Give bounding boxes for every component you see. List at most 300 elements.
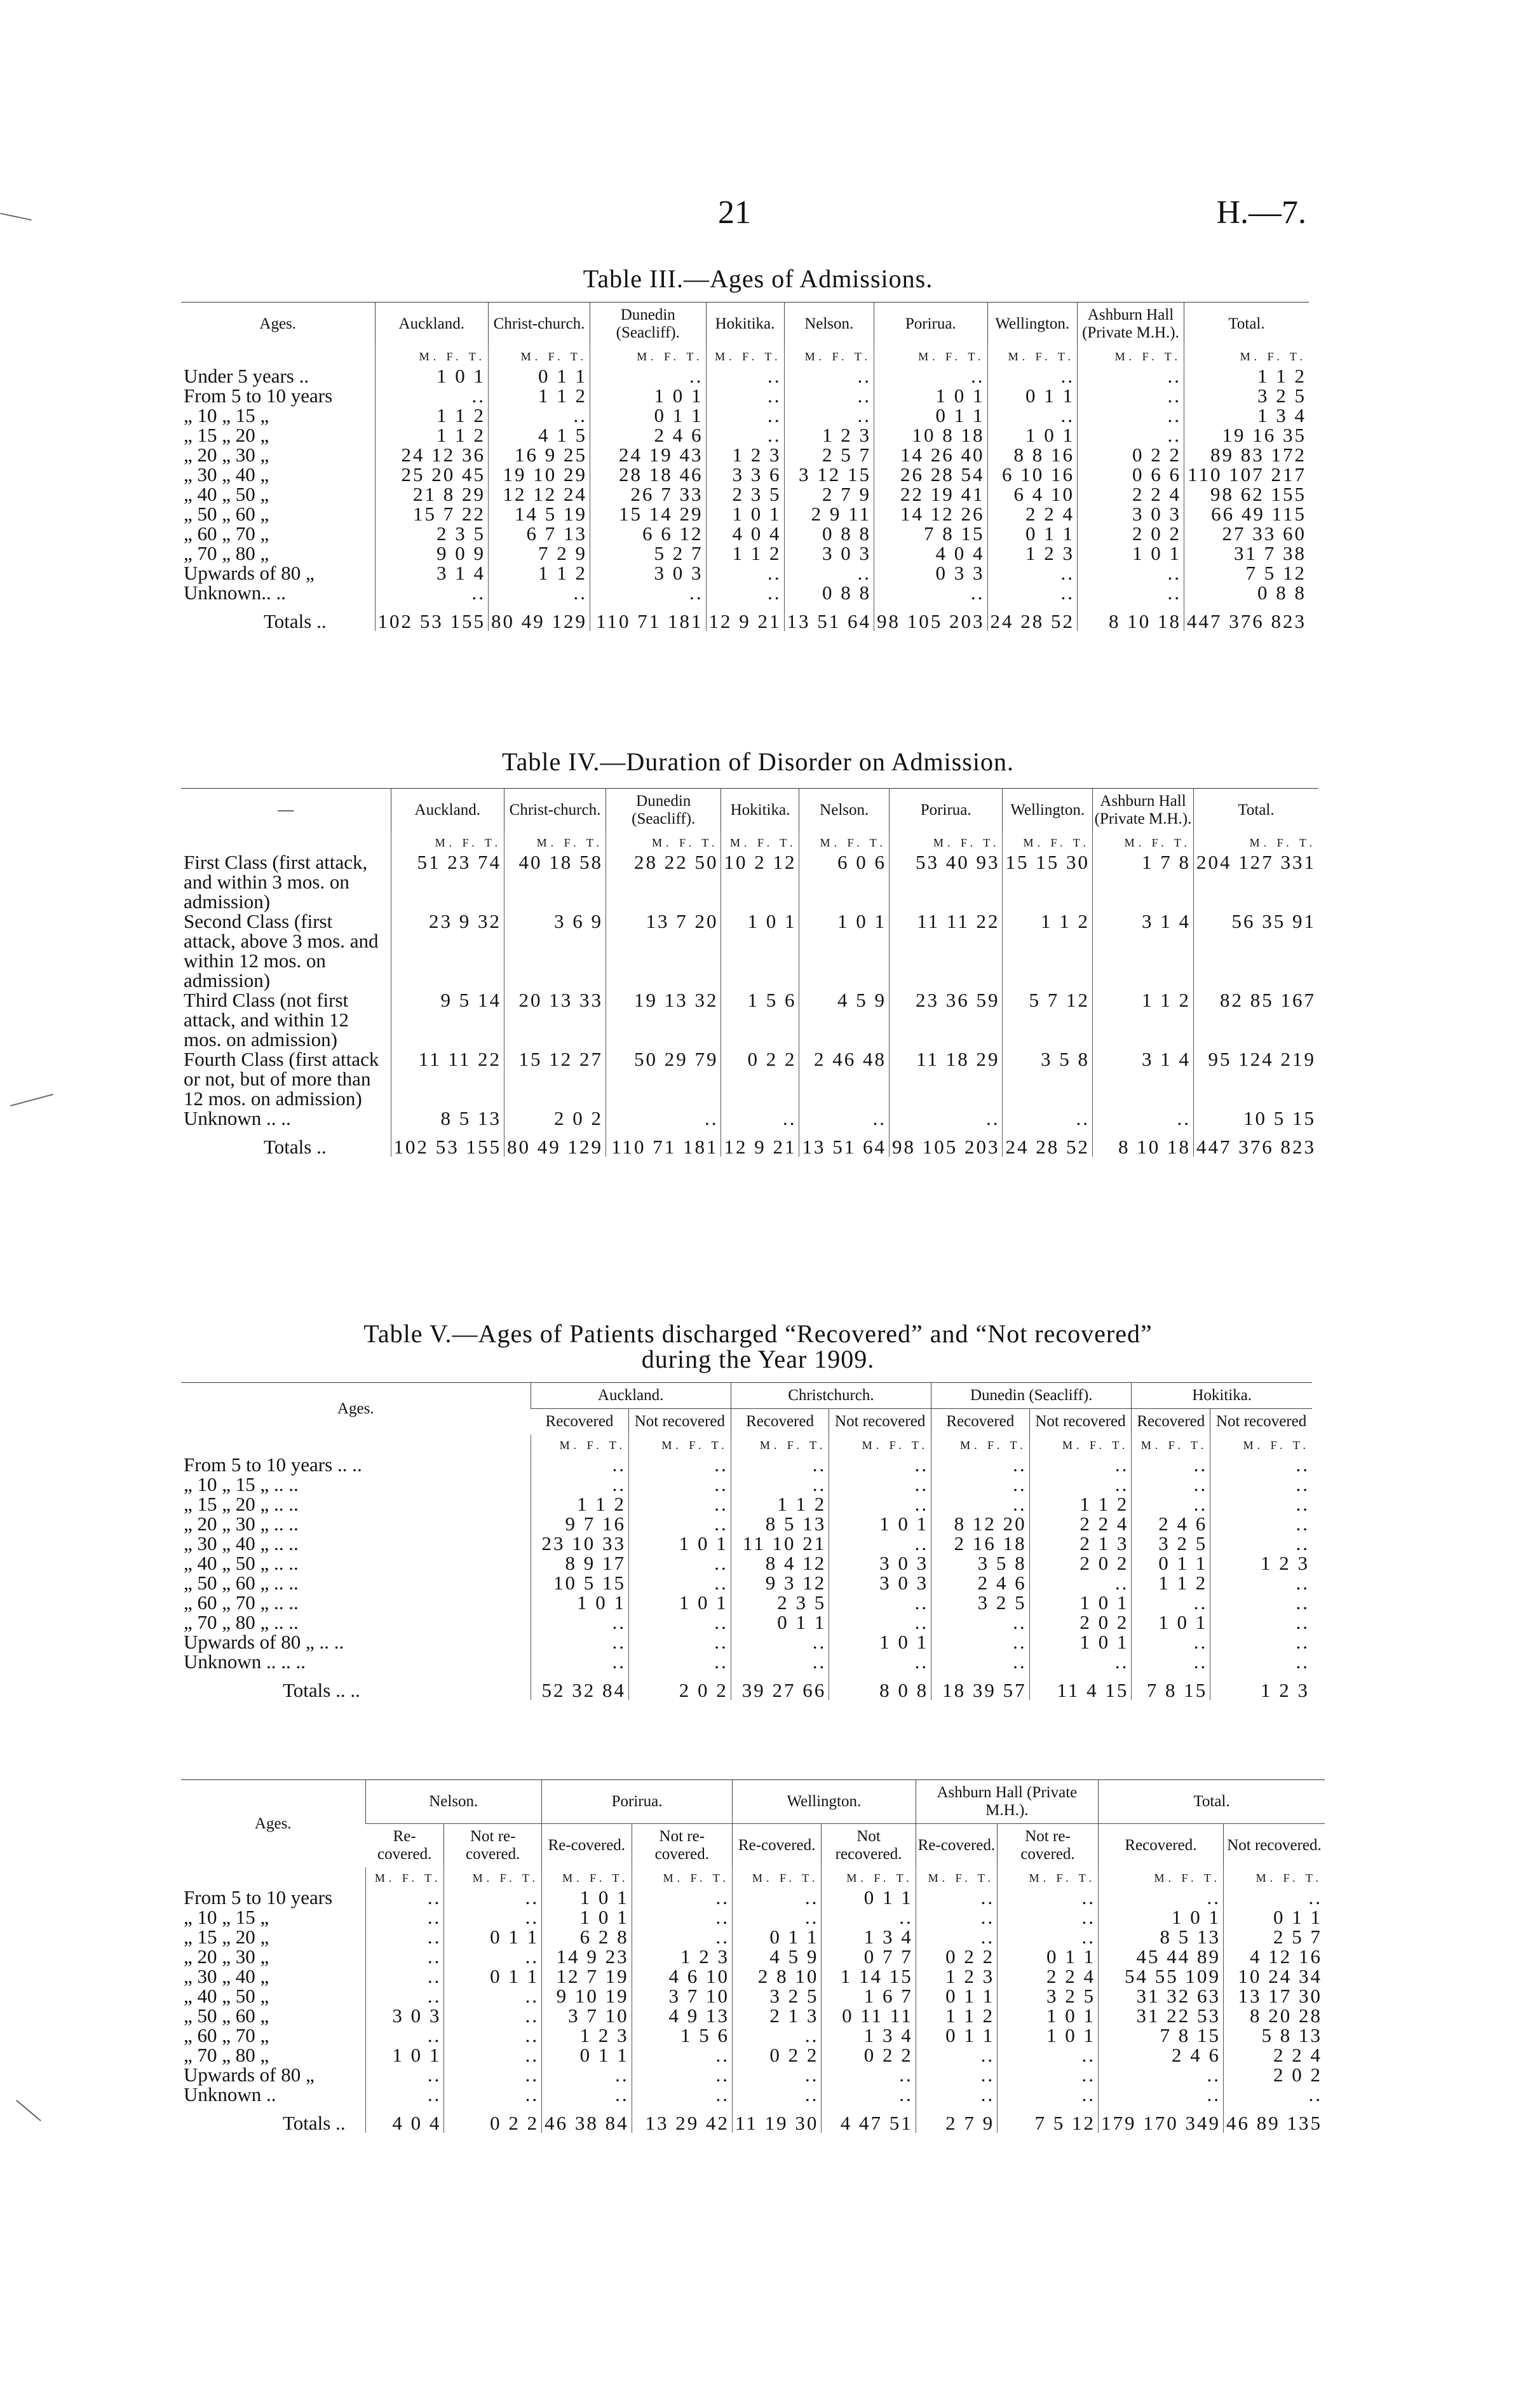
cell: .. [998,2045,1099,2065]
sub-column-header: Recovered [545,1413,614,1430]
cell: .. [365,1927,444,1947]
cell: .. [1132,1632,1210,1652]
cell: 28 18 46 [590,465,707,484]
cell: 1 0 1 [998,2006,1099,2025]
cell: .. [916,1927,997,1947]
sub-header-mft: M. F. T. [733,1867,822,1888]
table-row [181,1474,1312,1494]
cell: .. [632,1927,732,1947]
cell: 1 0 1 [829,1632,931,1652]
table-row [181,1652,1312,1671]
cell: 40 18 58 [504,852,606,911]
cell: 10 8 18 [874,425,988,445]
table-row [181,1947,1325,1966]
sub-header-mft: M. F. T. [365,1867,444,1888]
cell: 9 3 12 [731,1573,829,1593]
column-header-stub: Ages. [337,1399,374,1417]
cell: .. [822,2085,916,2104]
cell: 11 18 29 [889,1049,1003,1108]
cell: 22 19 41 [874,484,988,504]
cell: 15 12 27 [504,1049,606,1108]
cell: 1 0 1 [987,425,1078,445]
cell: 9 7 16 [531,1514,628,1534]
cell: 5 2 7 [590,543,707,563]
cell: 2 8 10 [733,1966,822,1986]
cell: .. [628,1573,731,1593]
table5-subtitle: during the Year 1909. [641,1345,875,1373]
cell: .. [1210,1534,1312,1553]
cell: 28 22 50 [606,852,721,911]
cell: 0 2 2 [1078,445,1184,465]
cell: .. [365,1888,444,1907]
cell: .. [1132,1474,1210,1494]
row-label: Second Class (first attack, above 3 mos. and within 12 mos. on admission) [184,910,379,991]
cell: 1 14 15 [822,1966,916,1986]
table4-title: Table IV.—Duration of Disorder on Admission. [502,747,1014,776]
cell: 2 0 2 [1078,524,1184,543]
sub-header-blank [181,1867,365,1888]
sub-header-mft: M. F. T. [874,346,988,366]
row-label: „ 70 „ 80 „ [184,542,269,564]
cell: .. [784,386,874,405]
cell: .. [721,1108,799,1128]
cell: 1 1 2 [1029,1494,1132,1514]
cell: 0 11 11 [822,2006,916,2025]
group-header: Dunedin (Seacliff). [931,1383,1132,1409]
cell: 0 1 1 [998,1947,1099,1966]
cell: .. [489,583,590,602]
table-row [181,445,1309,465]
cell: .. [632,2065,732,2085]
cell: 3 0 3 [590,563,707,583]
cell: 23 10 33 [531,1534,628,1553]
column-header: Porirua. [889,789,1003,833]
table-row [181,405,1309,425]
cell: 1 5 6 [721,990,799,1049]
cell: 14 12 26 [874,504,988,524]
cell: 0 6 6 [1078,465,1184,484]
cell: .. [489,405,590,425]
cell: .. [531,1612,628,1632]
table-row [181,465,1309,484]
cell: .. [1210,1652,1312,1671]
table-row [181,1986,1325,2006]
cell: .. [444,2085,542,2104]
cell: 4 0 4 [874,543,988,563]
cell: 1 1 2 [375,425,489,445]
cell: 54 55 109 [1098,1966,1223,1986]
cell: 6 0 6 [799,852,890,911]
cell: .. [784,563,874,583]
cell: .. [1078,425,1184,445]
row-label: „ 30 „ 40 „ .. .. [184,1532,299,1554]
cell: .. [606,1108,721,1128]
cell: 12 7 19 [542,1966,632,1986]
cell: .. [365,1966,444,1986]
cell: .. [628,1612,731,1632]
cell: .. [706,386,784,405]
cell: .. [733,2065,822,2085]
total-cell: 80 49 129 [489,602,590,631]
cell: 4 0 4 [706,524,784,543]
cell: 3 0 3 [829,1553,931,1573]
cell: .. [916,1907,997,1927]
row-label: „ 50 „ 60 „ [184,2004,269,2027]
total-cell: 80 49 129 [504,1128,606,1157]
cell: 3 5 8 [1003,1049,1093,1108]
cell: 14 9 23 [542,1947,632,1966]
group-header: Christchurch. [731,1383,931,1409]
total-cell: 11 4 15 [1029,1671,1132,1700]
cell: .. [1210,1593,1312,1612]
cell: 0 1 1 [590,405,707,425]
cell: 1 1 2 [489,563,590,583]
cell: 82 85 167 [1193,990,1318,1049]
cell: 31 7 38 [1184,543,1309,563]
column-header: Dunedin (Seacliff). [590,303,707,346]
cell: 15 7 22 [375,504,489,524]
cell: 5 8 13 [1223,2025,1325,2045]
table-row [181,583,1309,602]
column-header: Hokitika. [721,789,799,833]
cell: 8 9 17 [531,1553,628,1573]
cell: 3 1 4 [1092,911,1193,990]
cell: .. [829,1534,931,1553]
total-cell: 46 89 135 [1223,2104,1325,2133]
table-row [181,1927,1325,1947]
cell: 1 1 2 [1132,1573,1210,1593]
cell: 15 15 30 [1003,852,1093,911]
cell: .. [733,1907,822,1927]
table-row [181,1593,1312,1612]
table-row [181,1494,1312,1514]
cell: 3 7 10 [632,1986,732,2006]
total-cell: 0 2 2 [444,2104,542,2133]
row-label: „ 20 „ 30 „ [184,444,269,466]
sub-column-header: Not recovered. [822,1824,916,1868]
total-cell: 7 5 12 [998,2104,1099,2133]
cell: .. [987,366,1078,386]
table-row [181,1108,1318,1128]
cell: .. [874,366,988,386]
row-label: „ 10 „ 15 „ .. .. [184,1473,299,1495]
row-label: Third Class (not first attack, and within 12 mos. on admission) [184,989,349,1051]
table-row [181,2006,1325,2025]
cell: 2 4 6 [1132,1514,1210,1534]
cell: 7 2 9 [489,543,590,563]
cell: .. [706,405,784,425]
cell: .. [799,1108,890,1128]
cell: 1 0 1 [874,386,988,405]
cell: .. [987,563,1078,583]
cell: .. [1098,2065,1223,2085]
cell: 0 1 1 [916,1986,997,2006]
table-row [181,1888,1325,1907]
total-cell: 110 71 181 [606,1128,721,1157]
sub-column-header: Recovered. [1098,1824,1223,1868]
sub-header-mft: M. F. T. [391,832,504,852]
sub-column-header: Not recovered [829,1409,931,1435]
total-cell: 110 71 181 [590,602,707,631]
group-header: Auckland. [531,1383,731,1409]
table3-title: Table III.—Ages of Admissions. [583,264,933,293]
cell: 1 3 4 [1184,405,1309,425]
cell: 1 0 1 [542,1907,632,1927]
cell: .. [628,1553,731,1573]
table5-title: Table V.—Ages of Patients discharged “Recovered” and “Not recovered” [363,1319,1153,1348]
total-cell: 98 105 203 [889,1128,1003,1157]
cell: 45 44 89 [1098,1947,1223,1966]
totals-label: Totals .. [264,1136,327,1158]
totals-label: Totals .. .. [283,1679,360,1701]
cell: .. [1132,1593,1210,1612]
row-label: Upwards of 80 „ [184,2064,315,2086]
total-cell: 12 9 21 [721,1128,799,1157]
cell: .. [444,2006,542,2025]
cell: 0 2 2 [916,1947,997,1966]
total-cell: 39 27 66 [731,1671,829,1700]
page-number: 21 [718,194,751,231]
group-header: Total. [1098,1780,1325,1824]
sub-header-mft: M. F. T. [731,1434,829,1455]
row-label: „ 10 „ 15 „ [184,404,269,426]
cell: 14 5 19 [489,504,590,524]
row-label: „ 70 „ 80 „ .. .. [184,1611,299,1633]
cell: .. [590,583,707,602]
cell: .. [628,1455,731,1474]
sub-column-header: Not recovered. [1223,1824,1325,1868]
total-cell: 98 105 203 [874,602,988,631]
cell: .. [1210,1573,1312,1593]
cell: .. [889,1108,1003,1128]
cell: 2 3 5 [731,1593,829,1612]
sub-header-mft: M. F. T. [931,1434,1029,1455]
table-row [181,1455,1312,1474]
cell: .. [1029,1474,1132,1494]
cell: 56 35 91 [1193,911,1318,990]
cell: .. [365,1947,444,1966]
cell: 0 1 1 [444,1927,542,1947]
column-header: Dunedin (Seacliff). [606,789,721,833]
document-reference: H.—7. [1216,194,1306,231]
cell: 2 7 9 [784,484,874,504]
cell: .. [733,2025,822,2045]
row-label: „ 10 „ 15 „ [184,1906,269,1928]
cell: 24 12 36 [375,445,489,465]
cell: .. [628,1652,731,1671]
total-cell: 8 0 8 [829,1671,931,1700]
cell: .. [731,1632,829,1652]
cell: 1 1 2 [731,1494,829,1514]
table-row [181,2065,1325,2085]
table-row [181,1966,1325,1986]
cell: .. [1098,1888,1223,1907]
cell: 1 0 1 [1029,1593,1132,1612]
column-header: Ashburn Hall (Private M.H.). [1092,789,1193,833]
cell: 51 23 74 [391,852,504,911]
cell: .. [531,1474,628,1494]
cell: 1 5 6 [632,2025,732,2045]
sub-header-mft: M. F. T. [628,1434,731,1455]
cell: .. [1210,1494,1312,1514]
row-label: Unknown.. .. [184,582,287,604]
cell: 10 5 15 [1193,1108,1318,1128]
sub-header-mft: M. F. T. [1098,1867,1223,1888]
cell: 20 13 33 [504,990,606,1049]
table-row [181,1612,1312,1632]
cell: 3 7 10 [542,2006,632,2025]
cell: .. [531,1455,628,1474]
cell: .. [916,2085,997,2104]
cell: 1 1 2 [375,405,489,425]
total-cell: 13 51 64 [784,602,874,631]
table-row [181,990,1318,1049]
table-row [181,425,1309,445]
row-label: „ 70 „ 80 „ [184,2044,269,2066]
cell: 1 2 3 [706,445,784,465]
sub-header-mft: M. F. T. [1193,832,1318,852]
column-header: Total. [1184,303,1309,346]
cell: .. [931,1494,1029,1514]
cell: 1 1 2 [1092,990,1193,1049]
row-label: „ 20 „ 30 „ [184,1945,269,1968]
cell: 25 20 45 [375,465,489,484]
table-row [181,1514,1312,1534]
row-label: From 5 to 10 years [184,384,333,407]
total-cell: 4 47 51 [822,2104,916,2133]
cell: 8 4 12 [731,1553,829,1573]
cell: .. [822,2065,916,2085]
cell: 3 6 9 [504,911,606,990]
cell: 15 14 29 [590,504,707,524]
cell: .. [1210,1632,1312,1652]
cell: 1 2 3 [916,1966,997,1986]
total-cell: 1 2 3 [1210,1671,1312,1700]
cell: 0 1 1 [1132,1553,1210,1573]
cell: 0 7 7 [822,1947,916,1966]
cell: 2 2 4 [1029,1514,1132,1534]
cell: 3 2 5 [1184,386,1309,405]
cell: 1 0 1 [375,366,489,386]
total-cell: 13 29 42 [632,2104,732,2133]
total-cell: 447 376 823 [1184,602,1309,631]
cell: 4 6 10 [632,1966,732,1986]
cell: .. [998,1927,1099,1947]
cell: 3 5 8 [931,1553,1029,1573]
cell: .. [829,1593,931,1612]
cell: .. [733,1888,822,1907]
cell: .. [365,2065,444,2085]
sub-column-header: Not re-covered. [632,1824,732,1868]
cell: 2 2 4 [1078,484,1184,504]
column-header-stub: Ages. [259,315,297,332]
table4 [181,788,1318,1157]
cell: .. [1223,1888,1325,1907]
cell: 9 5 14 [391,990,504,1049]
cell: 1 3 4 [822,2025,916,2045]
cell: 1 0 1 [799,911,890,990]
cell: 1 0 1 [721,911,799,990]
cell: 31 22 53 [1098,2006,1223,2025]
row-label: Upwards of 80 „ [184,562,315,584]
cell: 3 1 4 [1092,1049,1193,1108]
cell: .. [829,1455,931,1474]
cell: .. [375,386,489,405]
cell: 16 9 25 [489,445,590,465]
cell: .. [733,2085,822,2104]
total-cell: 46 38 84 [542,2104,632,2133]
group-header: Wellington. [733,1780,916,1824]
cell: 1 0 1 [1098,1907,1223,1927]
row-label: „ 15 „ 20 „ [184,424,269,446]
table-row [181,524,1309,543]
cell: .. [1132,1455,1210,1474]
sub-header-mft: M. F. T. [1092,832,1193,852]
sub-header-blank [181,1434,531,1455]
margin-mark [16,2100,41,2121]
cell: .. [444,2065,542,2085]
cell: .. [1210,1612,1312,1632]
row-label: „ 50 „ 60 „ .. .. [184,1572,299,1594]
cell: 2 5 7 [1223,1927,1325,1947]
cell: .. [706,366,784,386]
total-cell: 24 28 52 [987,602,1078,631]
cell: .. [628,1494,731,1514]
cell: 1 2 3 [1210,1553,1312,1573]
row-label: „ 60 „ 70 „ [184,2024,269,2046]
sub-header-blank [181,346,375,366]
cell: 3 0 3 [829,1573,931,1593]
cell: 2 3 5 [375,524,489,543]
cell: .. [1029,1455,1132,1474]
table-row [181,1907,1325,1927]
cell: 10 24 34 [1223,1966,1325,1986]
row-label: „ 40 „ 50 „ [184,1985,269,2007]
cell: 1 0 1 [1078,543,1184,563]
cell: .. [1132,1652,1210,1671]
cell: .. [375,583,489,602]
cell: .. [1029,1652,1132,1671]
cell: 1 3 4 [822,1927,916,1947]
cell: .. [531,1632,628,1652]
sub-header-mft: M. F. T. [444,1867,542,1888]
sub-header-mft: M. F. T. [542,1867,632,1888]
row-label: „ 60 „ 70 „ .. .. [184,1591,299,1614]
total-cell: 4 0 4 [365,2104,444,2133]
table-row [181,543,1309,563]
cell: 1 0 1 [628,1534,731,1553]
row-label: Unknown .. .. .. [184,1650,306,1673]
sub-header-mft: M. F. T. [998,1867,1099,1888]
cell: 0 1 1 [1223,1907,1325,1927]
sub-column-header: Not re-covered. [444,1824,542,1868]
cell: .. [998,1907,1099,1927]
table-row [181,852,1318,911]
cell: 0 1 1 [489,366,590,386]
cell: 1 0 1 [1132,1612,1210,1632]
cell: .. [1078,386,1184,405]
cell: 1 2 3 [987,543,1078,563]
table3 [181,302,1309,631]
table-row [181,366,1309,386]
cell: .. [874,583,988,602]
sub-column-header: Not recovered [1029,1409,1132,1435]
cell: 2 2 4 [998,1966,1099,1986]
cell: 3 1 4 [375,563,489,583]
cell: 11 10 21 [731,1534,829,1553]
sub-header-mft: M. F. T. [1223,1867,1325,1888]
cell: .. [931,1455,1029,1474]
